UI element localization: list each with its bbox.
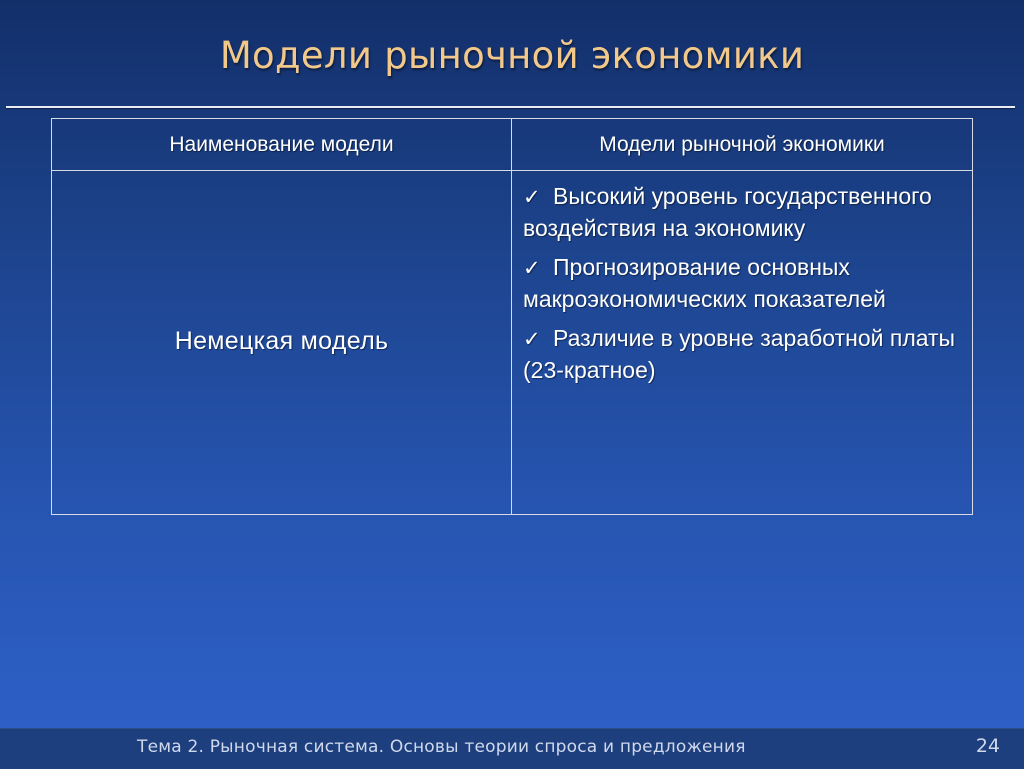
slide-title: Модели рыночной экономики [219,34,805,77]
feature-list [523,181,960,386]
footer-text: Тема 2. Рыночная система. Основы теории спроса и предложения [137,737,746,757]
market-models-table [51,118,973,515]
check-icon: ✓ [523,257,541,280]
title-divider [6,106,1015,108]
model-name-cell: Немецкая модель [52,171,512,515]
feature-text: Высокий уровень государственного воздействия на экономику [523,183,932,241]
table-row [52,171,973,515]
list-item [523,252,960,315]
feature-text: Прогнозирование основных макроэкономических показателей [523,254,886,312]
model-features-cell [512,171,973,515]
list-item [523,323,960,386]
check-icon: ✓ [523,328,541,351]
header-market-economy-models: Модели рыночной экономики [512,119,973,171]
table-header-row [52,119,973,171]
header-model-name: Наименование модели [52,119,512,171]
list-item [523,181,960,244]
feature-text: Различие в уровне заработной платы (23-кратное) [523,325,956,383]
check-icon: ✓ [523,186,541,209]
page-number: 24 [975,735,1000,757]
